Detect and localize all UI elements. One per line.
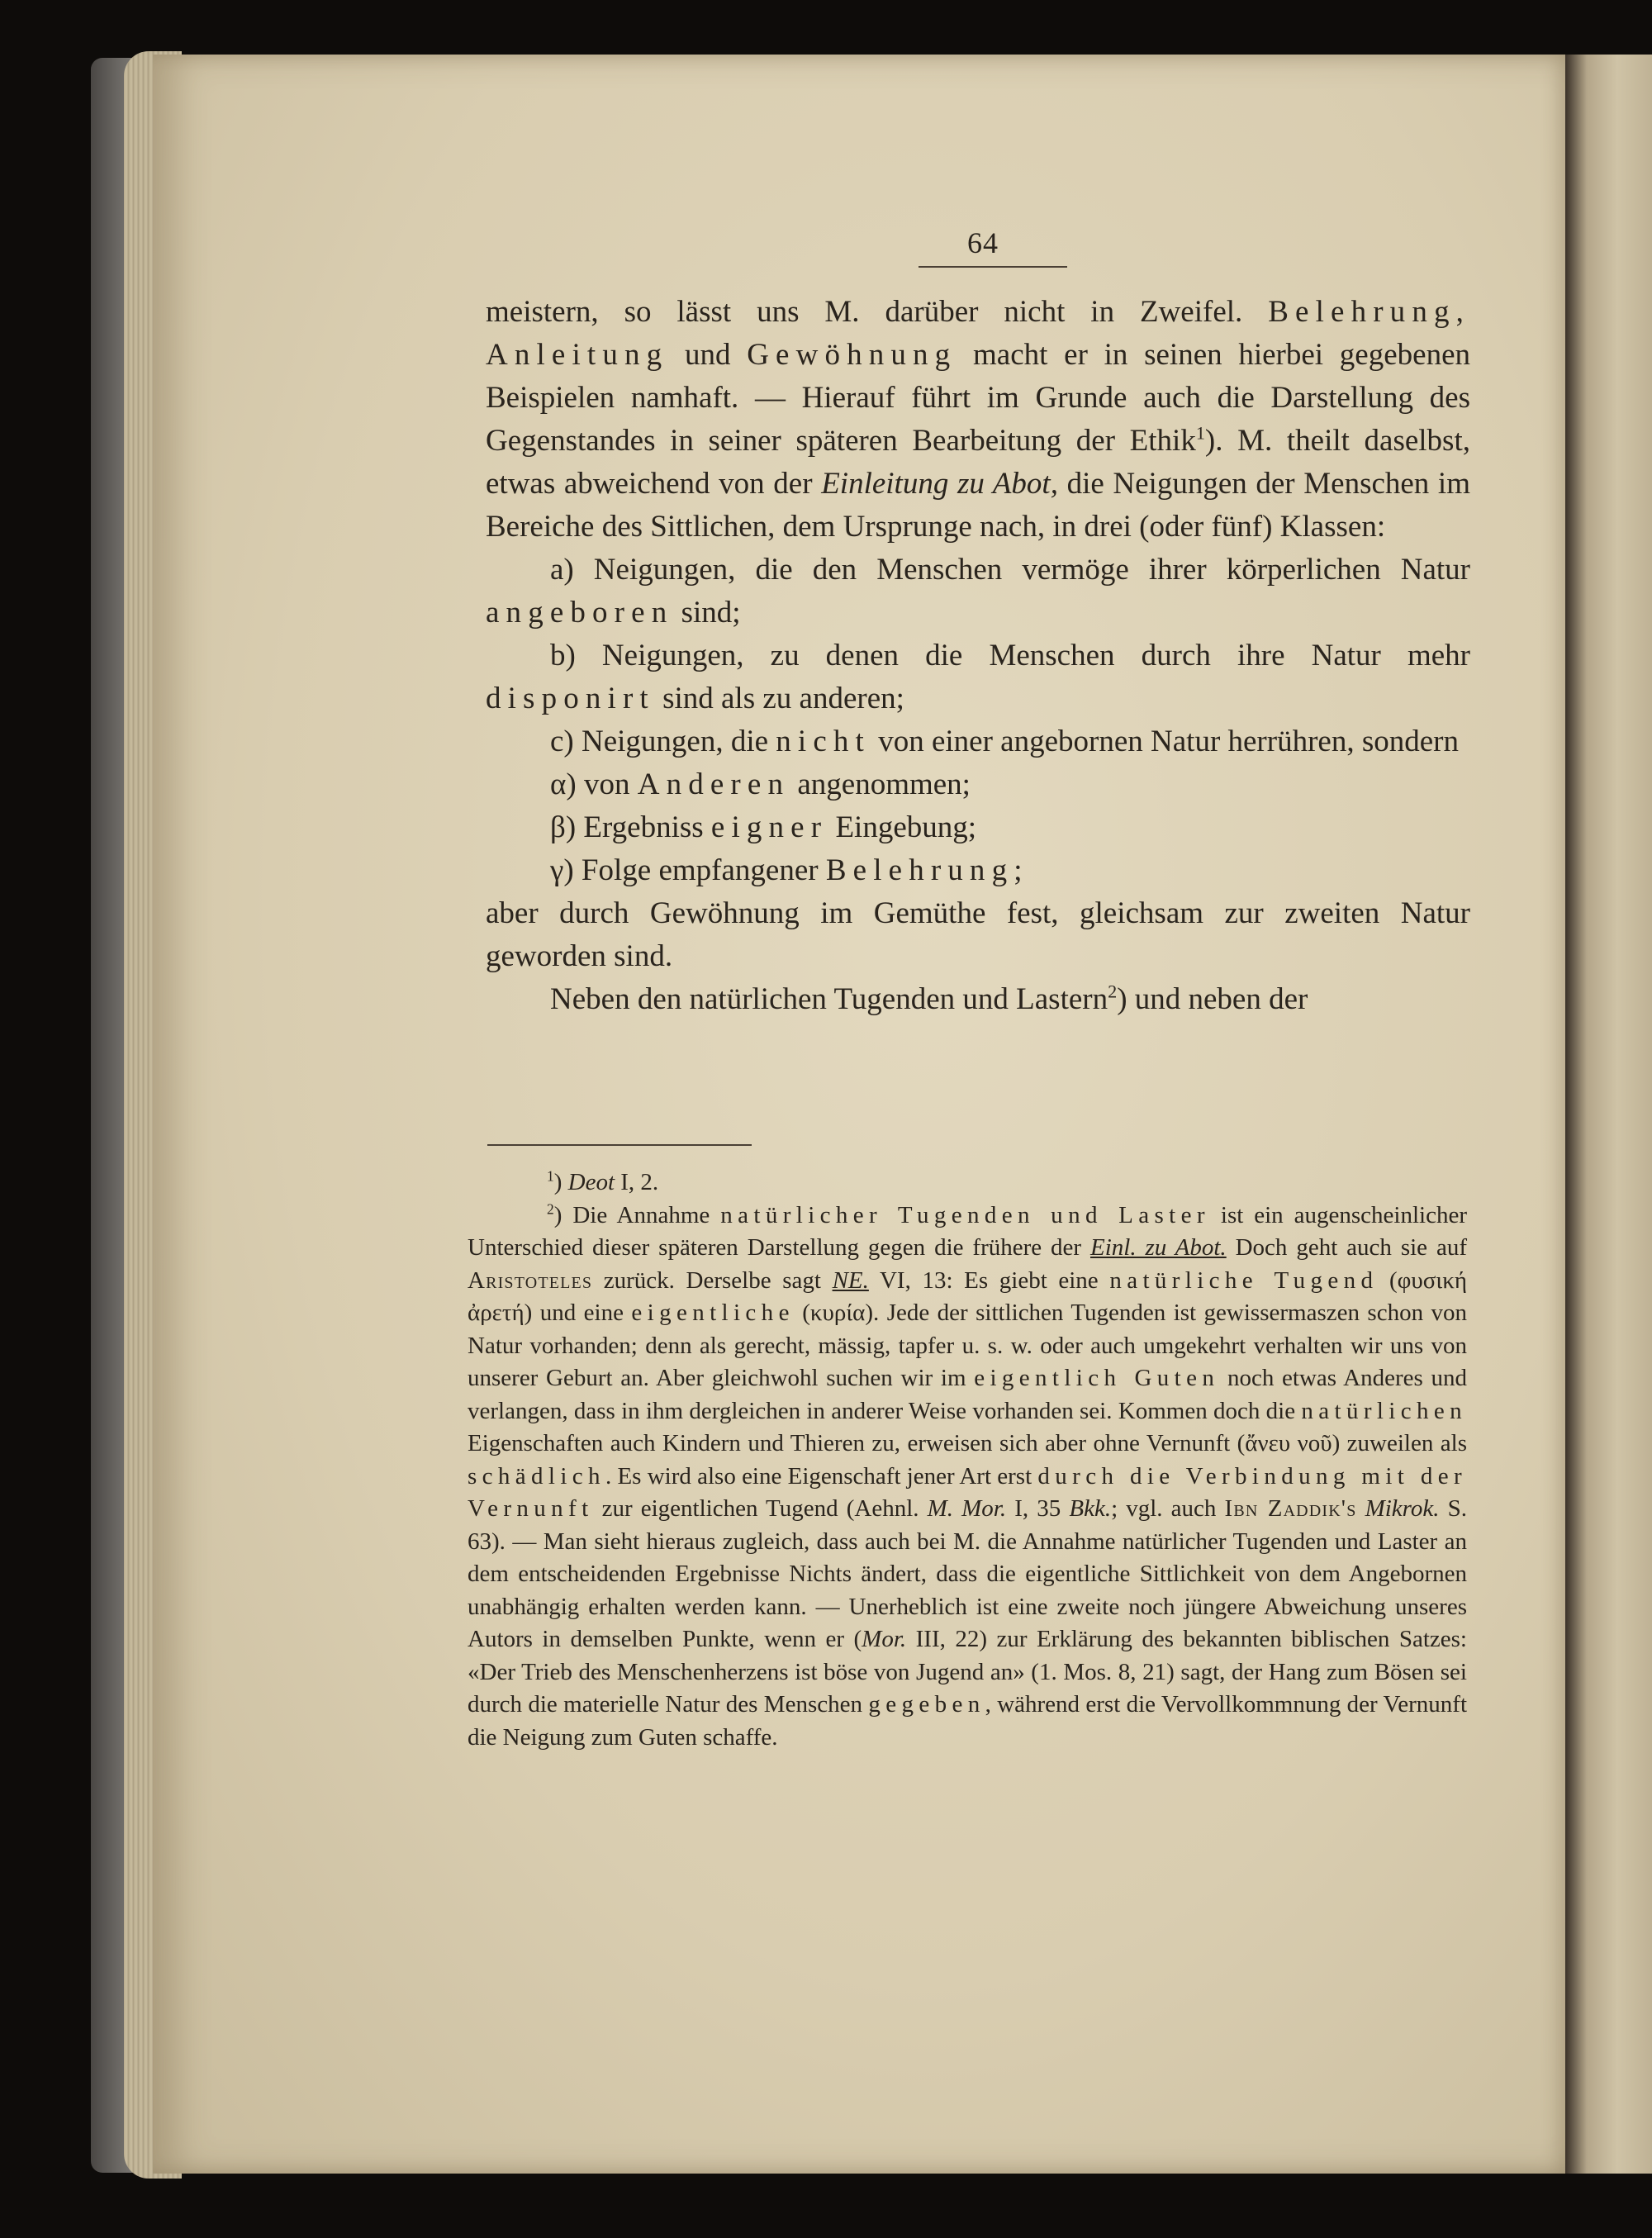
list-item-b: b) Neigungen, zu denen die Menschen durch ihre Natur mehr disponirt sind als zu anderen; [486,639,1470,715]
paragraph-intro: meistern, so lässt uns M. darüber nicht in Zweifel. Belehrung, Anleitung und Gewöhnung macht er in seinen hierbei gegebenen Beispielen namhaft. — Hierauf führt im Grunde auch die Darstellung des Gegenstandes in seiner späteren Bearbeitung der Ethik$^1$). M. theilt daselbst, etwas abweichend von der Einleitung zu Abot, die Neigungen der Menschen im Bereiche des Sittlichen, dem Ursprunge nach, in drei (oder fünf) Klassen: [486,295,1470,544]
footnote-ref-2: 2 [1108,981,1118,1002]
list-item-a: a) Neigungen, die den Menschen vermöge ihrer körperlichen Natur angeboren sind; [486,553,1470,630]
header-rule [919,266,1067,268]
list-item-beta: β) Ergebniss eigner Eingebung; [550,810,977,844]
footnote-1: $^1$) Deot I, 2. [547,1167,659,1195]
footnote-rule [487,1144,752,1146]
paragraph-neben: Neben den natürlichen Tugenden und Lastern$^2$) und neben der [550,981,1308,1016]
list-item-alpha: α) von Anderen angenommen; [550,767,971,801]
paragraph-continuation: aber durch Gewöhnung im Gemüthe fest, gleichsam zur zweiten Natur geworden sind. [486,896,1470,973]
main-text [486,291,1470,1021]
footnote-ref-1: 1 [1195,422,1205,444]
list-item-c: c) Neigungen, die nicht von einer angebornen Natur herrühren, sondern [550,725,1459,758]
page-number: 64 [967,226,999,259]
footnotes [468,1167,1467,1754]
list-item-gamma: γ) Folge empfangener Belehrung; [550,853,1023,887]
facing-page-edge [1565,55,1652,2174]
footnote-2: $^2$) Die Annahme natürlicher Tugenden und Laster ist ein augenscheinlicher Unterschied dieser späteren Darstellung gegen die frühere der Einl. zu Abot. Doch geht auch sie auf Aristoteles zurück. Derselbe sagt NE. VI, 13: Es giebt eine natürliche Tugend (φυσική ἀρετή) und eine eigentliche (κυρία). Jede der sittlichen Tugenden ist gewissermaszen schon von Natur vorhanden; denn als gerecht, mässig, tapfer u. s. w. oder auch umgekehrt verhalten wir uns von unserer Geburt an. Aber gleichwohl suchen wir im eigentlich Guten noch etwas Anderes und verlangen, dass in ihm dergleichen in anderer Weise vorhanden sei. Kommen doch die natürlichen Eigenschaften auch Kindern und Thieren zu, erweisen sich aber ohne Vernunft (ἄνευ νοῦ) zuweilen als schädlich. Es wird also eine Eigenschaft jener Art erst durch die Verbindung mit der Vernunft zur eigentlichen Tugend (Aehnl. M. Mor. I, 35 Bkk.; vgl. auch Ibn Zaddik's Mikrok. S. 63). — Man sieht hieraus zugleich, dass auch bei M. die Annahme natürlicher Tugenden und Laster an dem entscheidenden Ergebnisse Nichts ändert, dass die eigentliche Sittlichkeit von dem Angebornen unabhängig erhalten werden kann. — Unerheblich ist eine zweite noch jüngere Abweichung unseres Autors in demselben Punkte, wenn er (Mor. III, 22) zur Erklärung des bekannten biblischen Satzes: «Der Trieb des Menschenherzens ist böse von Jugend an» (1. Mos. 8, 21) sagt, der Hang zum Bösen sei durch die materielle Natur des Menschen gegeben, während erst die Vervollkommnung der Vernunft die Neigung zum Guten schaffe. [468,1200,1468,1751]
